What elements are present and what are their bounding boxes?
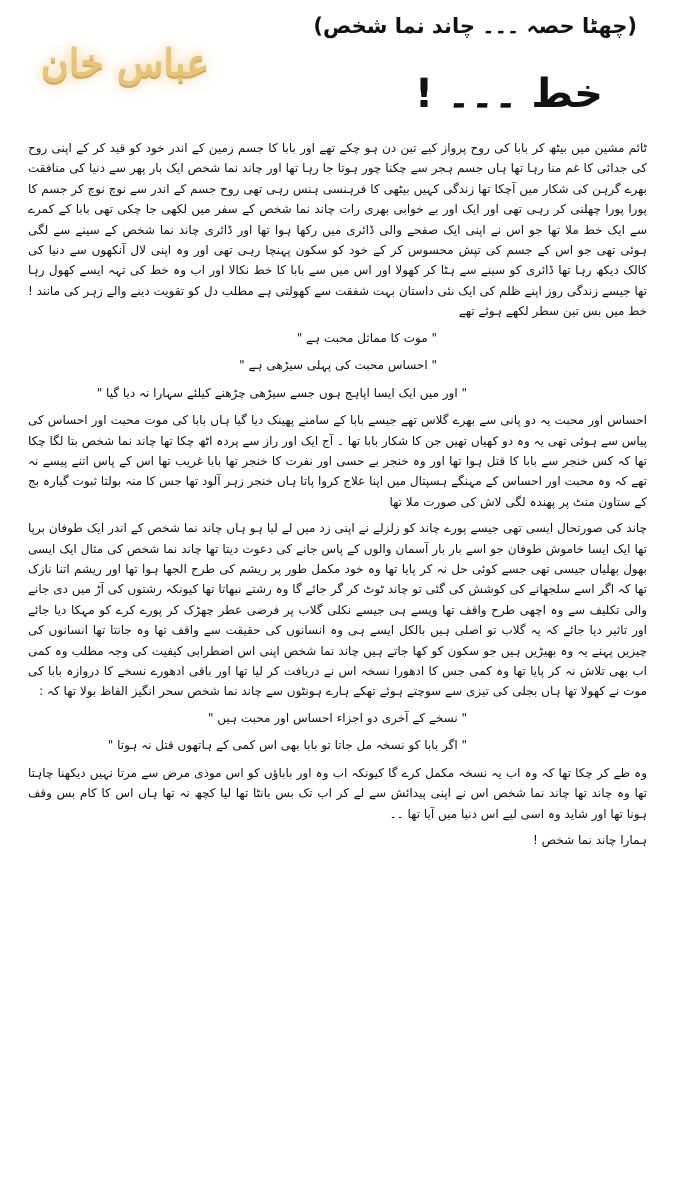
- letter-quote: " اور میں ایک ایسا اپاہج ہوں جسے سیڑھی چڑھنے کیلئے سہارا نہ دیا گیا ": [96, 385, 467, 400]
- document-body: [28, 138, 647, 1190]
- letter-quote: " موت کا مماثل محبت ہے ": [296, 330, 437, 345]
- remedy-quote: " اگر بابا کو نسخہ مل جاتا تو بابا بھی اس کمی کے ہاتھوں قتل نہ ہوتا ": [107, 738, 467, 753]
- closing-line: ہمارا چاند نما شخص !: [533, 833, 647, 848]
- paragraph: وہ طے کر چکا تھا کہ وہ اب یہ نسخہ مکمل کرے گا کیونکہ اب وہ اور باباؤں کو اس موذی مرض سے مرتا نہیں دیکھنا چاہتا تھا وہ چاند تھا چاند نما شخص اس نے اپنی پیدائش سے لے کر اب تک بس بانٹا تھا لیا کچھ نہ تھا ہاں اس کا کام بس وقف ہونا تھا اور شاید وہ اسی لیے اس دنیا میں آیا تھا ۔۔: [28, 765, 647, 821]
- remedy-quote: " نسخے کے آخری دو اجزاء احساس اور محبت ہیں ": [207, 710, 467, 725]
- letter-quote: " احساس محبت کی پہلی سیڑھی ہے ": [239, 358, 437, 373]
- author-logo-text: عباس خان: [40, 40, 210, 85]
- paragraph: چاند کی صورتحال ایسی تھی جیسے پورے چاند کو زلزلے نے اپنی زد میں لے لیا ہو ہاں چاند نما شخص کے اندر ایک طوفان برپا تھا ایک ایسا خاموش طوفان جو اسے بار بار آسمان والوں کے پاس جانے کی دعوت دیتا تھا چاند نما شخص کی مثال ایک ایسی بھول بھلیاں جیسی تھی جسے کوئی حل نہ کر پایا تھا وہ خود مکمل طور پر ریشم کی طرح الجھا ہوا تھا اور ریشم اتنا نازک تھا کہ اگر اسے سلجھانے کی کوشش کی گئی تو چاند ٹوٹ کر گر جائے گا وہ رشتے نبھاتا تھا کیونکہ رشتوں کی آڑ میں دی جانے والی تکلیف سے وہ اچھی طرح واقف تھا ویسے ہی جیسے نکلی گلاب پر فرضی عطر چھڑک کر پورے کرے کو مہکا دیا جائے اور تاثیر دیا جائے کہ یہ گلاب تو اصلی ہیں بالکل ایسے ہی وہ انسانوں کی حقیقت سے واقف تھا وہ جانتا تھا انسانوں کی چیزیں پہنے یہ وہ بھیڑیں ہیں جو سکون کو کھا جاتے ہیں چاند نما شخص اپنی اس اضطرابی کیفیت کی وجہ مطلب وہ کمی اب بھی تلاش نہ کر پایا تھا وہ کمی جس کا ادھورا نسخہ اس نے دریافت کر لیا تھا اور باقی ادھورے نسخے کا دروازہ بابا کی موت نے کھولا تھا ہاں بجلی کی تیزی سے سوچتے ہوئے تھکے ہارے ہونٹوں سے چاند نما شخص سحر انگیز الفاظ بولا تھا کہ :: [28, 521, 648, 699]
- paragraph: احساس اور محبت یہ دو پانی سے بھرے گلاس تھے جیسے بابا کے سامنے پھینک دیا گیا ہاں بابا کی موت محبت اور احساس کی پیاس سے ہوئی تھی یہ وہ دو کھیاں تھیں جن کا شکار بابا تھا ۔ آج ایک اور راز سے پردہ اٹھ چکا تھا چاند نما شخص بتا لگا چکا تھا کہ کس خنجر سے بابا کا قتل ہوا تھا اور وہ خنجر بے حسی اور نفرت کا خنجر تھا بابا غریب تھا اس کے پاس اتنے پیسے نہ تھے کہ وہ محبت اور احساس کے مہنگے ہسپتال میں اپنا علاج کروا پاتا ہاں خنجر زہر آلود تھا جس کا منہ بولتا ثبوت گیارہ بج کے ستاون منٹ پر پھندہ لگی لاش کی صورت ملا تھا: [27, 413, 647, 509]
- author-logo: [30, 18, 220, 108]
- paragraph: ٹائم مشین میں بیٹھ کر بابا کی روح پرواز کیے تین دن ہو چکے تھے اور بابا کا جسم زمین کے اندر خود کو قید کر کے اپنی روح کی جدائی کا غم منا رہا تھا ہاں جسم ہجر سے چکنا چور ہوتا جا رہا تھا اور چاند نما شخص ایک بار پھر سے دنیا کی منافقت بھرے گرہن کی شکار میں آچکا تھا زندگی کہیں بیٹھی کا فرہنسی ہنس رہی تھی روح جسم کے اندر سے نوچ نوچ کر جسم کا پورا پورا چھلنی کر رہی تھی اور ایک اور بے خوابی بھری رات چاند نما شخص کے سفر میں لکھی جا چکی تھی بابا کے کمرے سے ایک خط ملا تھا جو اس نے اپنی ایک صفحے والی ڈائری میں رکھا ہوا تھا اور ڈائری چاند نما شخص کے سینے سے لگی ہوئی تھی جو اس کے جسم کی تپش محسوس کر کے خود کو سکون پہنچا رہی تھی اور وہ اپنی لال آنکھوں سے دنیا کی کالک دیکھ رہا تھا ڈائری کو سینے سے ہٹا کر کھولا اور اس میں سے بابا کا خط نکالا اور اب وہ خط کی تہہ ایسے کھول رہا تھا جیسے زندگی روز اپنے ظلم کی ایک نئی داستان بہت شفقت سے کھولتی ہے مطلب دل کو تقویت دینے والے زہر کی مانند ! خط میں بس تین سطر لکھے ہوئے تھے: [28, 141, 647, 319]
- chapter-title: (چھٹا حصہ ۔۔۔ چاند نما شخص): [313, 14, 637, 38]
- page-heading: خط ۔۔۔ !: [414, 71, 603, 117]
